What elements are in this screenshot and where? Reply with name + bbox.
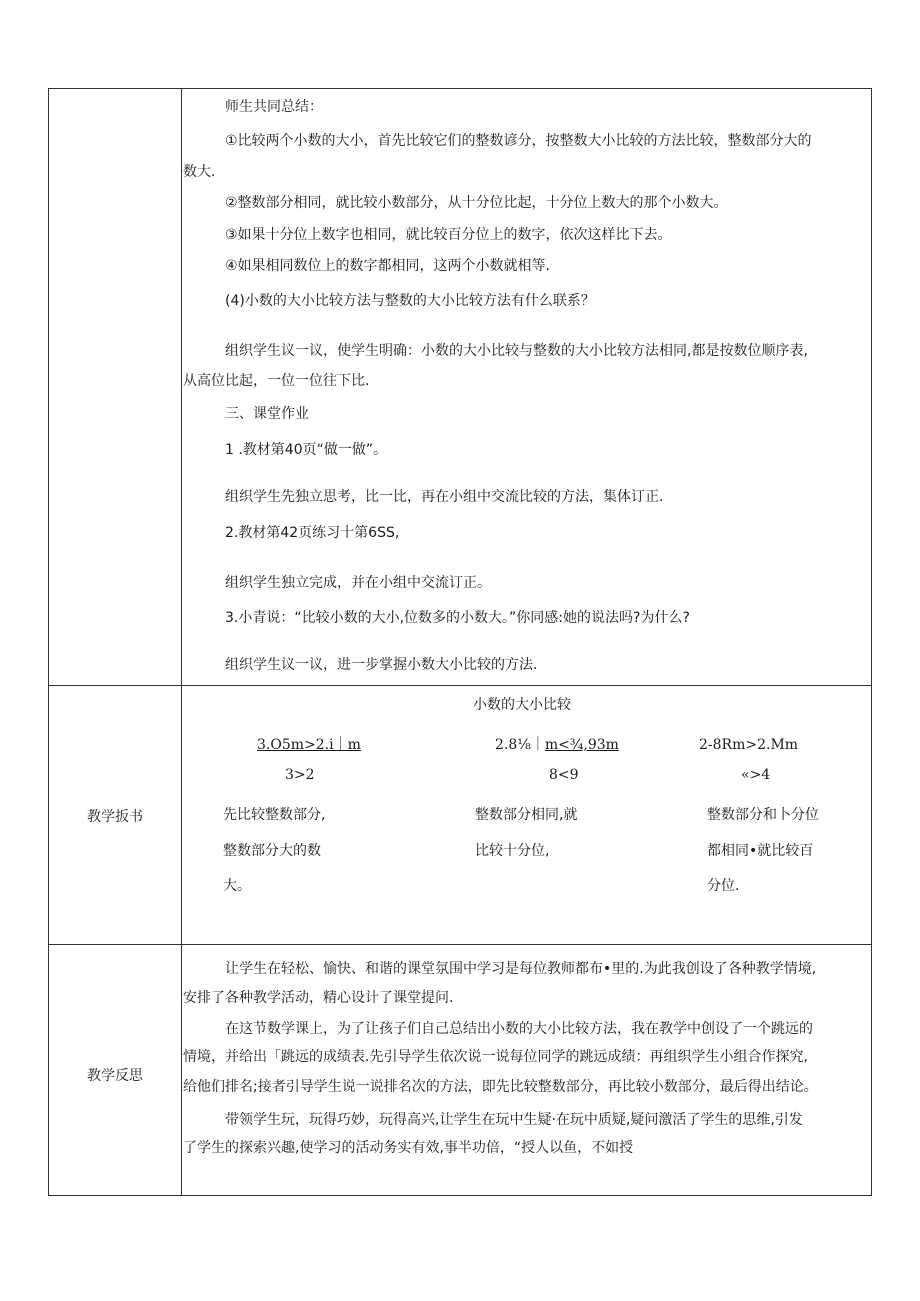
summary-question: (4)小数的大小比较方法与整数的大小比较方法有什么联系？ <box>225 293 595 309</box>
summary-point-3: ③如果十分位上数字也相同，就比较百分位上的数字，依次这样比下去。 <box>225 227 672 243</box>
column-divider <box>181 89 182 1195</box>
reflection-paragraph-1-line-2: 安排了各种教学活动，精心设计了课堂提问. <box>183 990 454 1006</box>
board-expression-2 <box>495 735 619 755</box>
reflection-paragraph-2-line-3: 给他们排名;接者引导学生说一说排名次的方法，即先比较整数部分，再比较小数部分，最后得出结论。 <box>183 1079 818 1095</box>
board-label: 教学扳书 <box>87 809 143 825</box>
board-note-1-line-2: 整数部分大的数 <box>223 843 321 859</box>
homework-item-2: 2.教材第42页练习十第6SS, <box>225 525 400 541</box>
homework-title: 三、课堂作业 <box>225 406 309 422</box>
board-expression-1 <box>257 735 361 755</box>
board-note-1-line-3: 大。 <box>223 878 251 894</box>
homework-item-1: 1 .教材第40页“做一做”。 <box>225 442 388 458</box>
row-divider <box>49 944 871 945</box>
board-expression-2-part-b: m<¾,93m <box>544 737 619 753</box>
board-note-3-line-2: 都相同•就比较百 <box>707 843 814 859</box>
board-note-1-line-1: 先比较整数部分, <box>223 807 326 823</box>
homework-note-1: 组织学生先独立思考，比一比，再在小组中交流比较的方法，集体订正. <box>225 489 664 505</box>
homework-note-3: 组织学生议一议，进一步掌握小数大小比较的方法. <box>225 657 538 673</box>
lesson-table <box>48 88 872 1196</box>
board-expression-3: 2-8Rm>2.Mm <box>699 737 799 753</box>
board-expression-1-text: 3.O5m>2.i｜m <box>257 737 361 753</box>
reflection-label: 教学反思 <box>87 1068 143 1084</box>
summary-point-4: ④如果相同数位上的数字都相同，这两个小数就相等. <box>225 258 550 274</box>
board-compare-2: 8<9 <box>549 767 579 783</box>
discussion-line: 组织学生议一议，使学生明确：小数的大小比较与整数的大小比较方法相同,都是按数位顺序表, <box>225 343 808 359</box>
reflection-paragraph-2-line-2: 情境，并给出「跳远的成绩表.先引导学生依次说一说每位同学的跳远成绩：再组织学生小组合作探究, <box>183 1049 808 1065</box>
homework-item-3: 3.小青说：“比较小数的大小,位数多的小数大。”你同感:她的说法吗?为什么? <box>225 610 690 626</box>
summary-point-1: ①比较两个小数的大小，首先比较它们的整数谚分，按整数大小比较的方法比较，整数部分大的 <box>225 133 812 149</box>
summary-heading: 师生共同总结： <box>225 99 323 115</box>
board-note-2-line-2: 比较十分位, <box>475 843 550 859</box>
summary-point-2: ②整数部分相同，就比较小数部分，从十分位比起，十分位上数大的那个小数大。 <box>225 195 728 211</box>
board-title: 小数的大小比较 <box>473 697 571 713</box>
reflection-paragraph-3-line-2: 了学生的探索兴趣,使学习的活动务实有效,事半功倍，“授人以鱼，不如授 <box>183 1140 634 1156</box>
board-note-3-line-1: 整数部分和卜分位 <box>707 807 819 823</box>
discussion-line-cont: 从高位比起，一位一位往下比. <box>183 373 370 389</box>
reflection-paragraph-2-line-1: 在这节数学课上，为了让孩子们自己总结出小数的大小比较方法，我在教学中创设了一个跳远的 <box>225 1021 813 1037</box>
reflection-paragraph-3-line-1: 带领学生玩，玩得巧妙，玩得高兴,让学生在玩中生疑·在玩中质疑,疑问激活了学生的思维,引发 <box>225 1112 803 1128</box>
reflection-paragraph-1-line-1: 让学生在轻松、愉快、和谐的课堂氛围中学习是每位教师都布•里的.为此我创设了各种教学情境, <box>225 961 817 977</box>
board-compare-3: «>4 <box>741 767 771 783</box>
board-compare-1: 3>2 <box>285 767 315 783</box>
board-note-3-line-3: 分位. <box>707 878 740 894</box>
homework-note-2: 组织学生独立完成，并在小组中交流订正。 <box>225 575 491 591</box>
board-note-2-line-1: 整数部分相同,就 <box>475 807 578 823</box>
row-divider <box>49 685 871 686</box>
board-expression-2-part-a: 2.8⅛｜ <box>495 737 545 753</box>
summary-point-1-cont: 数大. <box>183 164 216 180</box>
